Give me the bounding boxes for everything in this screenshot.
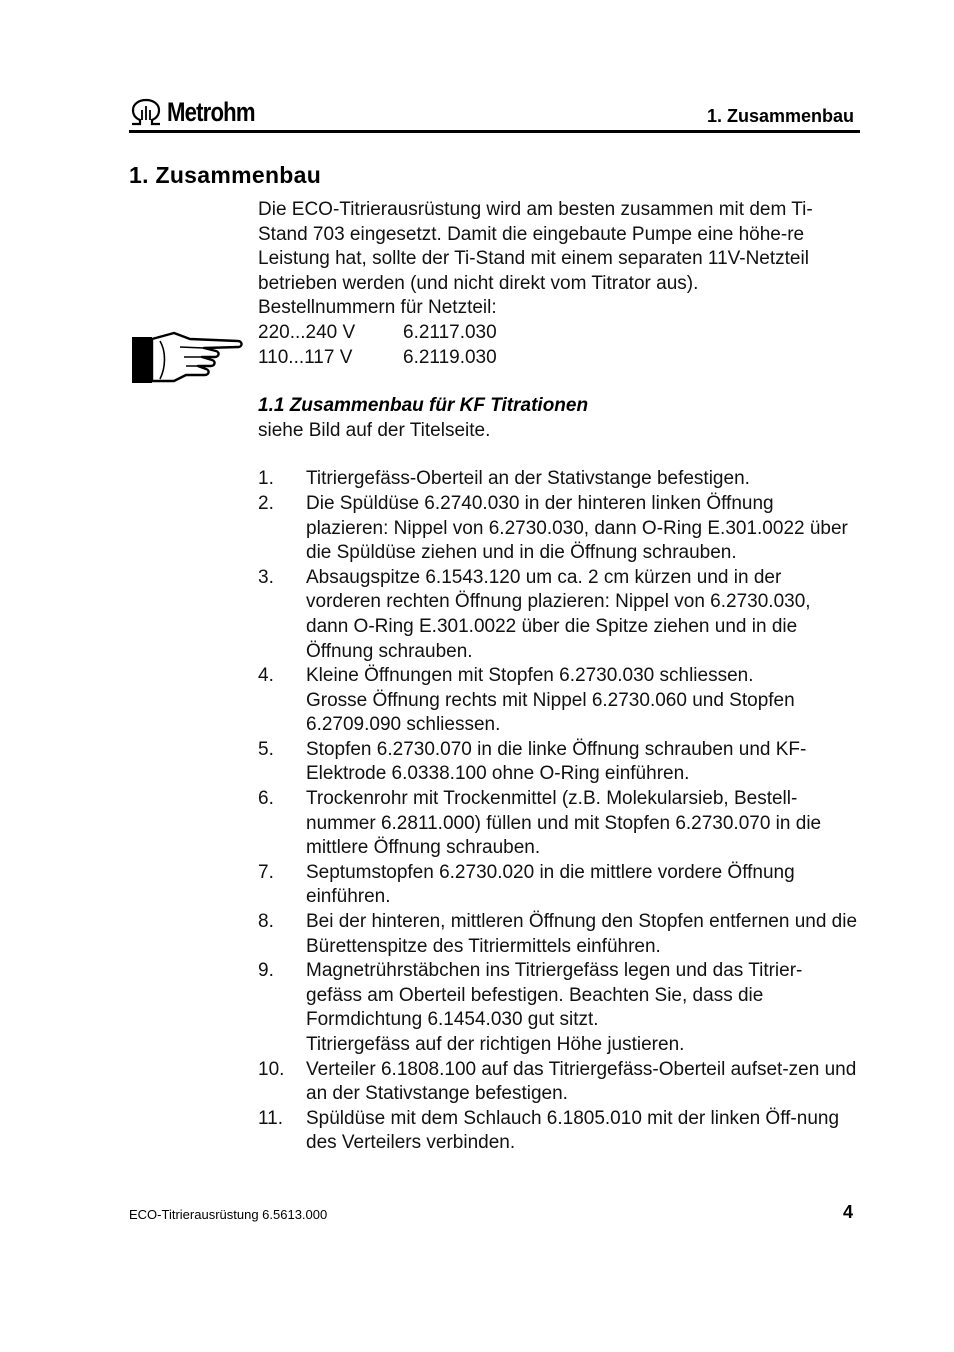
step-text: Spüldüse mit dem Schlauch 6.1805.010 mit der linken Öff-nung des Verteilers verbinden. bbox=[306, 1107, 840, 1154]
omega-logo-icon bbox=[129, 98, 163, 126]
order-label: Bestellnummern für Netzteil: bbox=[258, 297, 497, 319]
section-subtitle: siehe Bild auf der Titelseite. bbox=[258, 419, 491, 441]
step-number: 1. bbox=[258, 468, 274, 490]
section-title: 1.1 Zusammenbau für KF Titrationen bbox=[258, 395, 589, 417]
list-item bbox=[258, 1058, 858, 1107]
list-item bbox=[258, 959, 858, 1057]
step-number: 11. bbox=[258, 1107, 284, 1129]
step-text: Kleine Öffnungen mit Stopfen 6.2730.030 schliessen. Grosse Öffnung rechts mit Nippel 6.2730.060 und Stopfen 6.2709.090 schliessen. bbox=[306, 665, 795, 736]
running-head: 1. Zusammenbau bbox=[706, 106, 854, 126]
list-item bbox=[258, 787, 858, 861]
list-item bbox=[258, 861, 858, 910]
step-number: 7. bbox=[258, 861, 274, 883]
chapter-title: 1. Zusammenbau bbox=[129, 162, 322, 188]
list-item bbox=[258, 467, 858, 492]
step-number: 10. bbox=[258, 1058, 285, 1080]
step-number: 3. bbox=[258, 566, 274, 588]
step-text: Titriergefäss-Oberteil an der Stativstange befestigen. bbox=[306, 468, 750, 490]
step-number: 2. bbox=[258, 492, 274, 514]
order-row bbox=[258, 346, 858, 371]
main-content bbox=[258, 198, 858, 1156]
step-text: Septumstopfen 6.2730.020 in die mittlere vordere Öffnung einführen. bbox=[306, 861, 795, 908]
order-row bbox=[258, 321, 858, 346]
step-text: Absaugspitze 6.1543.120 um ca. 2 cm kürzen und in der vorderen rechten Öffnung plazieren: Nippel von 6.2730.030, dann O-Ring E.301.0022 über die Spitze ziehen und in die Öffnung schrauben. bbox=[306, 566, 811, 662]
logo-text: Metrohm bbox=[167, 96, 255, 127]
step-number: 9. bbox=[258, 960, 274, 982]
list-item bbox=[258, 492, 858, 566]
header-divider bbox=[129, 130, 860, 133]
metrohm-logo bbox=[129, 96, 274, 128]
step-text: Trockenrohr mit Trockenmittel (z.B. Molekularsieb, Bestell-nummer 6.2811.000) füllen und mit Stopfen 6.2730.070 in die mittlere Öffnung schrauben. bbox=[306, 788, 822, 859]
intro-paragraph: Die ECO-Titrierausrüstung wird am besten zusammen mit dem Ti-Stand 703 eingesetzt. Damit die eingebaute Pumpe eine höhe-re Leistung hat, sollte der Ti-Stand mit einem separaten 11V-Netzteil betrieben werden (und nicht direkt vom Titrator aus). bbox=[258, 199, 813, 294]
page-number: 4 bbox=[842, 1202, 853, 1222]
list-item bbox=[258, 566, 858, 664]
list-item bbox=[258, 738, 858, 787]
order-number: 6.2117.030 bbox=[403, 321, 497, 343]
step-number: 4. bbox=[258, 665, 274, 687]
step-number: 5. bbox=[258, 738, 274, 760]
step-text: Bei der hinteren, mittleren Öffnung den Stopfen entfernen und die Bürettenspitze des Titriermittels einführen. bbox=[306, 911, 858, 957]
footer-doc-title: ECO-Titrierausrüstung 6.5613.000 bbox=[129, 1207, 328, 1222]
order-voltage: 110...117 V bbox=[258, 346, 353, 368]
list-item bbox=[258, 910, 858, 959]
pointing-hand-icon bbox=[130, 327, 244, 385]
list-item bbox=[258, 1107, 858, 1156]
assembly-steps bbox=[258, 467, 858, 1156]
step-text: Verteiler 6.1808.100 auf das Titriergefäss-Oberteil aufset-zen und an der Stativstange befestigen. bbox=[306, 1058, 857, 1105]
step-number: 8. bbox=[258, 911, 274, 933]
list-item bbox=[258, 664, 858, 738]
step-number: 6. bbox=[258, 788, 274, 810]
page-header bbox=[129, 92, 860, 132]
step-text: Stopfen 6.2730.070 in die linke Öffnung schrauben und KF-Elektrode 6.0338.100 ohne O-Ring einführen. bbox=[306, 738, 807, 785]
order-voltage: 220...240 V bbox=[258, 321, 356, 343]
step-text: Magnetrührstäbchen ins Titriergefäss legen und das Titrier-gefäss am Oberteil befestigen. Beachten Sie, dass die Formdichtung 6.1454.030 gut sitzt. Titriergefäss auf der richtigen Höhe justieren. bbox=[306, 960, 803, 1055]
step-text: Die Spüldüse 6.2740.030 in der hinteren linken Öffnung plazieren: Nippel von 6.2730.030, dann O-Ring E.301.0022 über die Spüldüse ziehen und in die Öffnung schrauben. bbox=[306, 492, 848, 564]
order-number: 6.2119.030 bbox=[403, 346, 497, 368]
